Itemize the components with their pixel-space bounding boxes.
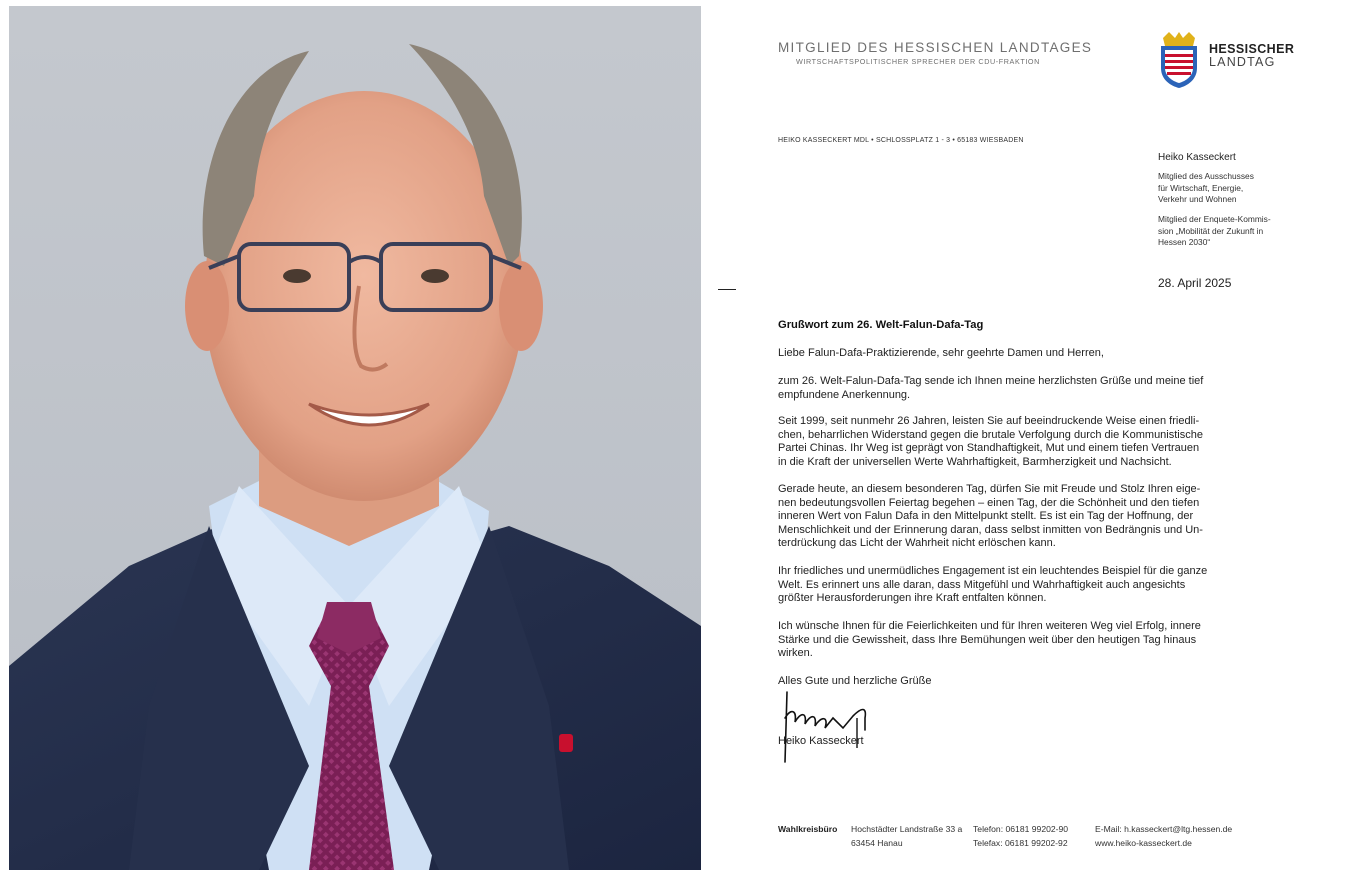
sender-address-line: HEIKO KASSECKERT MDL • SCHLOSSPLATZ 1 - 3 • 65183 WIESBADEN xyxy=(778,137,1024,144)
handwritten-signature xyxy=(773,688,883,766)
letter-date: 28. April 2025 xyxy=(1158,276,1232,290)
logo-wordmark-line2: LANDTAG xyxy=(1209,55,1276,69)
footer-label: Wahlkreisbüro xyxy=(778,824,838,834)
letter-page xyxy=(701,0,1350,877)
logo-wordmark-line1: HESSISCHER xyxy=(1209,42,1295,56)
footer-address: Hochstädter Landstraße 33 a 63454 Hanau xyxy=(851,824,963,848)
portrait-photo xyxy=(9,6,701,870)
footer-website[interactable]: www.heiko-kasseckert.de xyxy=(1095,838,1192,848)
footer-phone: Telefon: 06181 99202-90 Telefax: 06181 99202-92 xyxy=(973,824,1069,848)
salutation: Liebe Falun-Dafa-Praktizierende, sehr geehrte Damen und Herren, xyxy=(778,347,1104,359)
closing: Alles Gute und herzliche Grüße xyxy=(778,675,932,687)
letter-subject: Grußwort zum 26. Welt-Falun-Dafa-Tag xyxy=(778,319,984,331)
sidebar-committee-1: Mitglied des Ausschusses für Wirtschaft, Energie, Verkehr und Wohnen xyxy=(1158,171,1254,205)
letterhead-subtitle: WIRTSCHAFTSPOLITISCHER SPRECHER DER CDU-FRAKTION xyxy=(796,57,1040,66)
paragraph-3: Gerade heute, an diesem besonderen Tag, dürfen Sie mit Freude und Stolz Ihren eige- nen bedeutungsvollen Feiertag begehen – einen Tag, der die Schönheit und den tiefen inneren Wert von Falun Dafa in den Mittelpunkt stellt. Es ist ein Tag der Hoffnung, der Menschlichkeit und der Erinnerung daran, dass selbst inmitten von Bedrängnis und Un- terdrückung das Licht der Wahrheit nicht erlöschen kann. xyxy=(778,483,1203,550)
portrait-illustration xyxy=(9,6,701,870)
sidebar-committee-2: Mitglied der Enquete-Kommis- sion „Mobilität der Zukunft in Hessen 2030“ xyxy=(1158,214,1271,248)
hessen-crest-icon xyxy=(1155,30,1203,90)
footer-email[interactable]: E-Mail: h.kasseckert@ltg.hessen.de xyxy=(1095,824,1233,834)
paragraph-5: Ich wünsche Ihnen für die Feierlichkeiten und für Ihren weiteren Weg viel Erfolg, innere Stärke und die Gewissheit, dass Ihre Bemühungen weit über den heutigen Tag hinaus wirken. xyxy=(778,620,1201,660)
sidebar-name: Heiko Kasseckert xyxy=(1158,152,1236,163)
footer-contact xyxy=(1095,822,1232,850)
letterhead-title: MITGLIED DES HESSISCHEN LANDTAGES xyxy=(778,40,1093,55)
signature-name: Heiko Kasseckert xyxy=(778,735,864,747)
paragraph-4: Ihr friedliches und unermüdliches Engagement ist ein leuchtendes Beispiel für die ganze Welt. Es erinnert uns alle daran, dass Mitgefühl und Wahrhaftigkeit auch angesichts größter Herausforderungen ihre Kraft entfalten können. xyxy=(778,565,1208,605)
paragraph-1: zum 26. Welt-Falun-Dafa-Tag sende ich Ihnen meine herzlichsten Grüße und meine tief empfundene Anerkennung. xyxy=(778,375,1204,401)
fold-mark xyxy=(718,289,736,290)
paragraph-2: Seit 1999, seit nunmehr 26 Jahren, leisten Sie auf beeindruckende Weise einen friedli- chen, beharrlichen Widerstand gegen die brutale Verfolgung durch die Kommunistische Partei Chinas. Ihr Weg ist geprägt von Standhaftigkeit, Mut und einem tiefen Vertrauen in die Kraft der universellen Werte Wahrhaftigkeit, Barmherzigkeit und Nachsicht. xyxy=(778,415,1203,468)
